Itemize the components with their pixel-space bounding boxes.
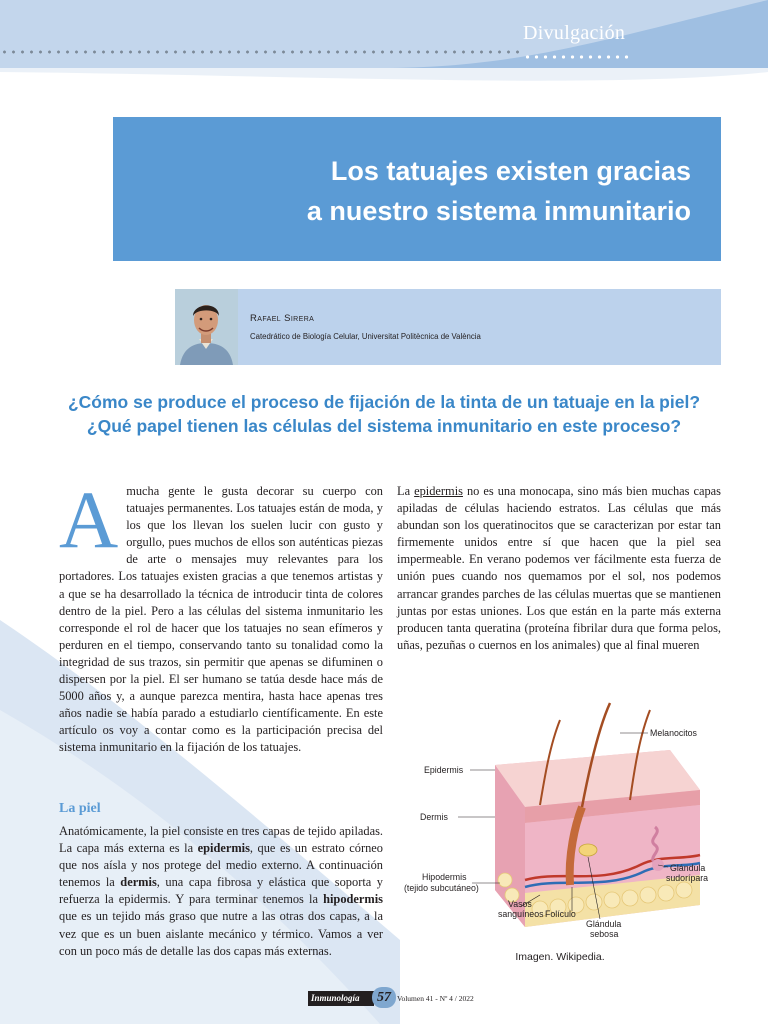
term-hipodermis: hipodermis	[323, 892, 383, 907]
skin-diagram	[400, 695, 720, 945]
term-dermis: dermis	[120, 875, 157, 890]
section-label: Divulgación	[523, 22, 626, 44]
drop-cap: A	[59, 474, 119, 565]
body-paragraph-intro	[59, 474, 383, 757]
section-dotted-rule	[523, 54, 633, 60]
label-dermis: Dermis	[420, 812, 448, 822]
label-sanguineos: sanguíneos	[498, 909, 544, 919]
body-paragraph-skin	[59, 823, 383, 960]
text-run: La	[397, 484, 415, 498]
label-glandula-sebosa: Glándula	[586, 919, 622, 929]
body-paragraph-epidermis	[397, 483, 721, 654]
header-curve	[0, 0, 768, 130]
text-run: , que es un estrato córneo que nos aísla y nos protege del medio externo. A continuación tenemos la	[59, 841, 383, 890]
author-name: Rafael Sirera	[250, 313, 315, 324]
text-run: que es un tejido más graso que nutre a las otras dos capas, a la vez que es un buen aislante mecánico y térmico. Vamos a ver con un poco más de detalle las dos capas más externas.	[59, 909, 383, 958]
term-epidermis: epidermis	[197, 841, 250, 856]
label-melanocitos: Melanocitos	[650, 728, 697, 738]
intro-text: mucha gente le gusta decorar su cuerpo con tatuajes permanentes. Los tatuajes están de moda, y los que los llevan los suelen lucir con gusto y orgullo, pues muchos de ellos son auténticas piezas de arte o mensajes muy relevantes para los portadores. Los tatuajes existen gracias a que tenemos artistas y a que se ha desarrollado la técnica de introducir tinta de colores dentro de la piel. Pero a las células del sistema inmunitario les corresponde el rol de hacer que los tatuajes no sean efímeros y perduren en el tiempo, conservando tanto su tonalidad como la integridad de sus trazos, sin permitir que apenas se difuminen o dispersen por la piel. El ser humano se tatúa desde hace más de 5000 años y, a aunque parezca mentira, hasta hace apenas tres años nadie se había parado a estudiarlo científicamente. En este artículo os voy a contar como es la participación precisa del sistema inmunitario en la fijación de los tatuajes.	[59, 484, 383, 755]
author-affiliation: Catedrático de Biología Celular, Universitat Politècnica de València	[250, 332, 481, 341]
label-vasos: Vasos	[508, 899, 532, 909]
title-box	[113, 117, 721, 261]
lead-question: ¿Cómo se produce el proceso de fijación de la tinta de un tatuaje en la piel? ¿Qué papel tienen las células del sistema inmunitario en este proceso?	[67, 392, 701, 436]
label-foliculo: Folículo	[545, 909, 576, 919]
label-epidermis: Epidermis	[424, 765, 464, 775]
author-band	[175, 289, 721, 365]
label-hipodermis-sub: (tejido subcutáneo)	[404, 883, 479, 893]
article-title: Los tatuajes existen gracias a nuestro sistema inmunitario	[306, 156, 691, 226]
header-dotted-rule	[0, 49, 520, 55]
label-glandula-sudoripara: Glándula	[670, 863, 706, 873]
figure-caption: Imagen. Wikipedia.	[515, 951, 605, 963]
text-run: , una capa fibrosa y elástica que soporta y refuerza la epidermis. Y para terminar tenemos la	[59, 875, 383, 907]
journal-name: Inmunología	[308, 991, 374, 1006]
label-sebosa: sebosa	[590, 929, 619, 939]
volume-info: Volumen 41 - Nº 4 / 2022	[397, 994, 474, 1003]
link-epidermis[interactable]: epidermis	[414, 484, 463, 498]
text-run: Anatómicamente, la piel consiste en tres capas de tejido apiladas. La capa más externa es la	[59, 824, 383, 856]
subheading-la-piel: La piel	[59, 801, 101, 816]
text-run: no es una monocapa, sino más bien muchas capas apiladas de células haciendo estratos. Las células que más abundan son los queratinocitos que se caracterizan por estar tan firmemente unidos entre sí que hacen que la piel sea impermeable. En verano podemos ver fácilmente esta fuerza de unión pues cuando nos quemamos por el sol, nos podemos arrancar grandes parches de las células muertas que se mantienen juntas por estas uniones. Los que están en la parte más externa producen tanta queratina (proteína fibrilar dura que forma pelos, uñas, pezuñas o cuernos en los animales) que al final mueren	[397, 484, 722, 652]
label-hipodermis: Hipodermis	[422, 872, 467, 882]
author-photo	[175, 289, 238, 365]
label-sudoripara: sudorípara	[666, 873, 709, 883]
page-number: 57	[372, 987, 396, 1008]
